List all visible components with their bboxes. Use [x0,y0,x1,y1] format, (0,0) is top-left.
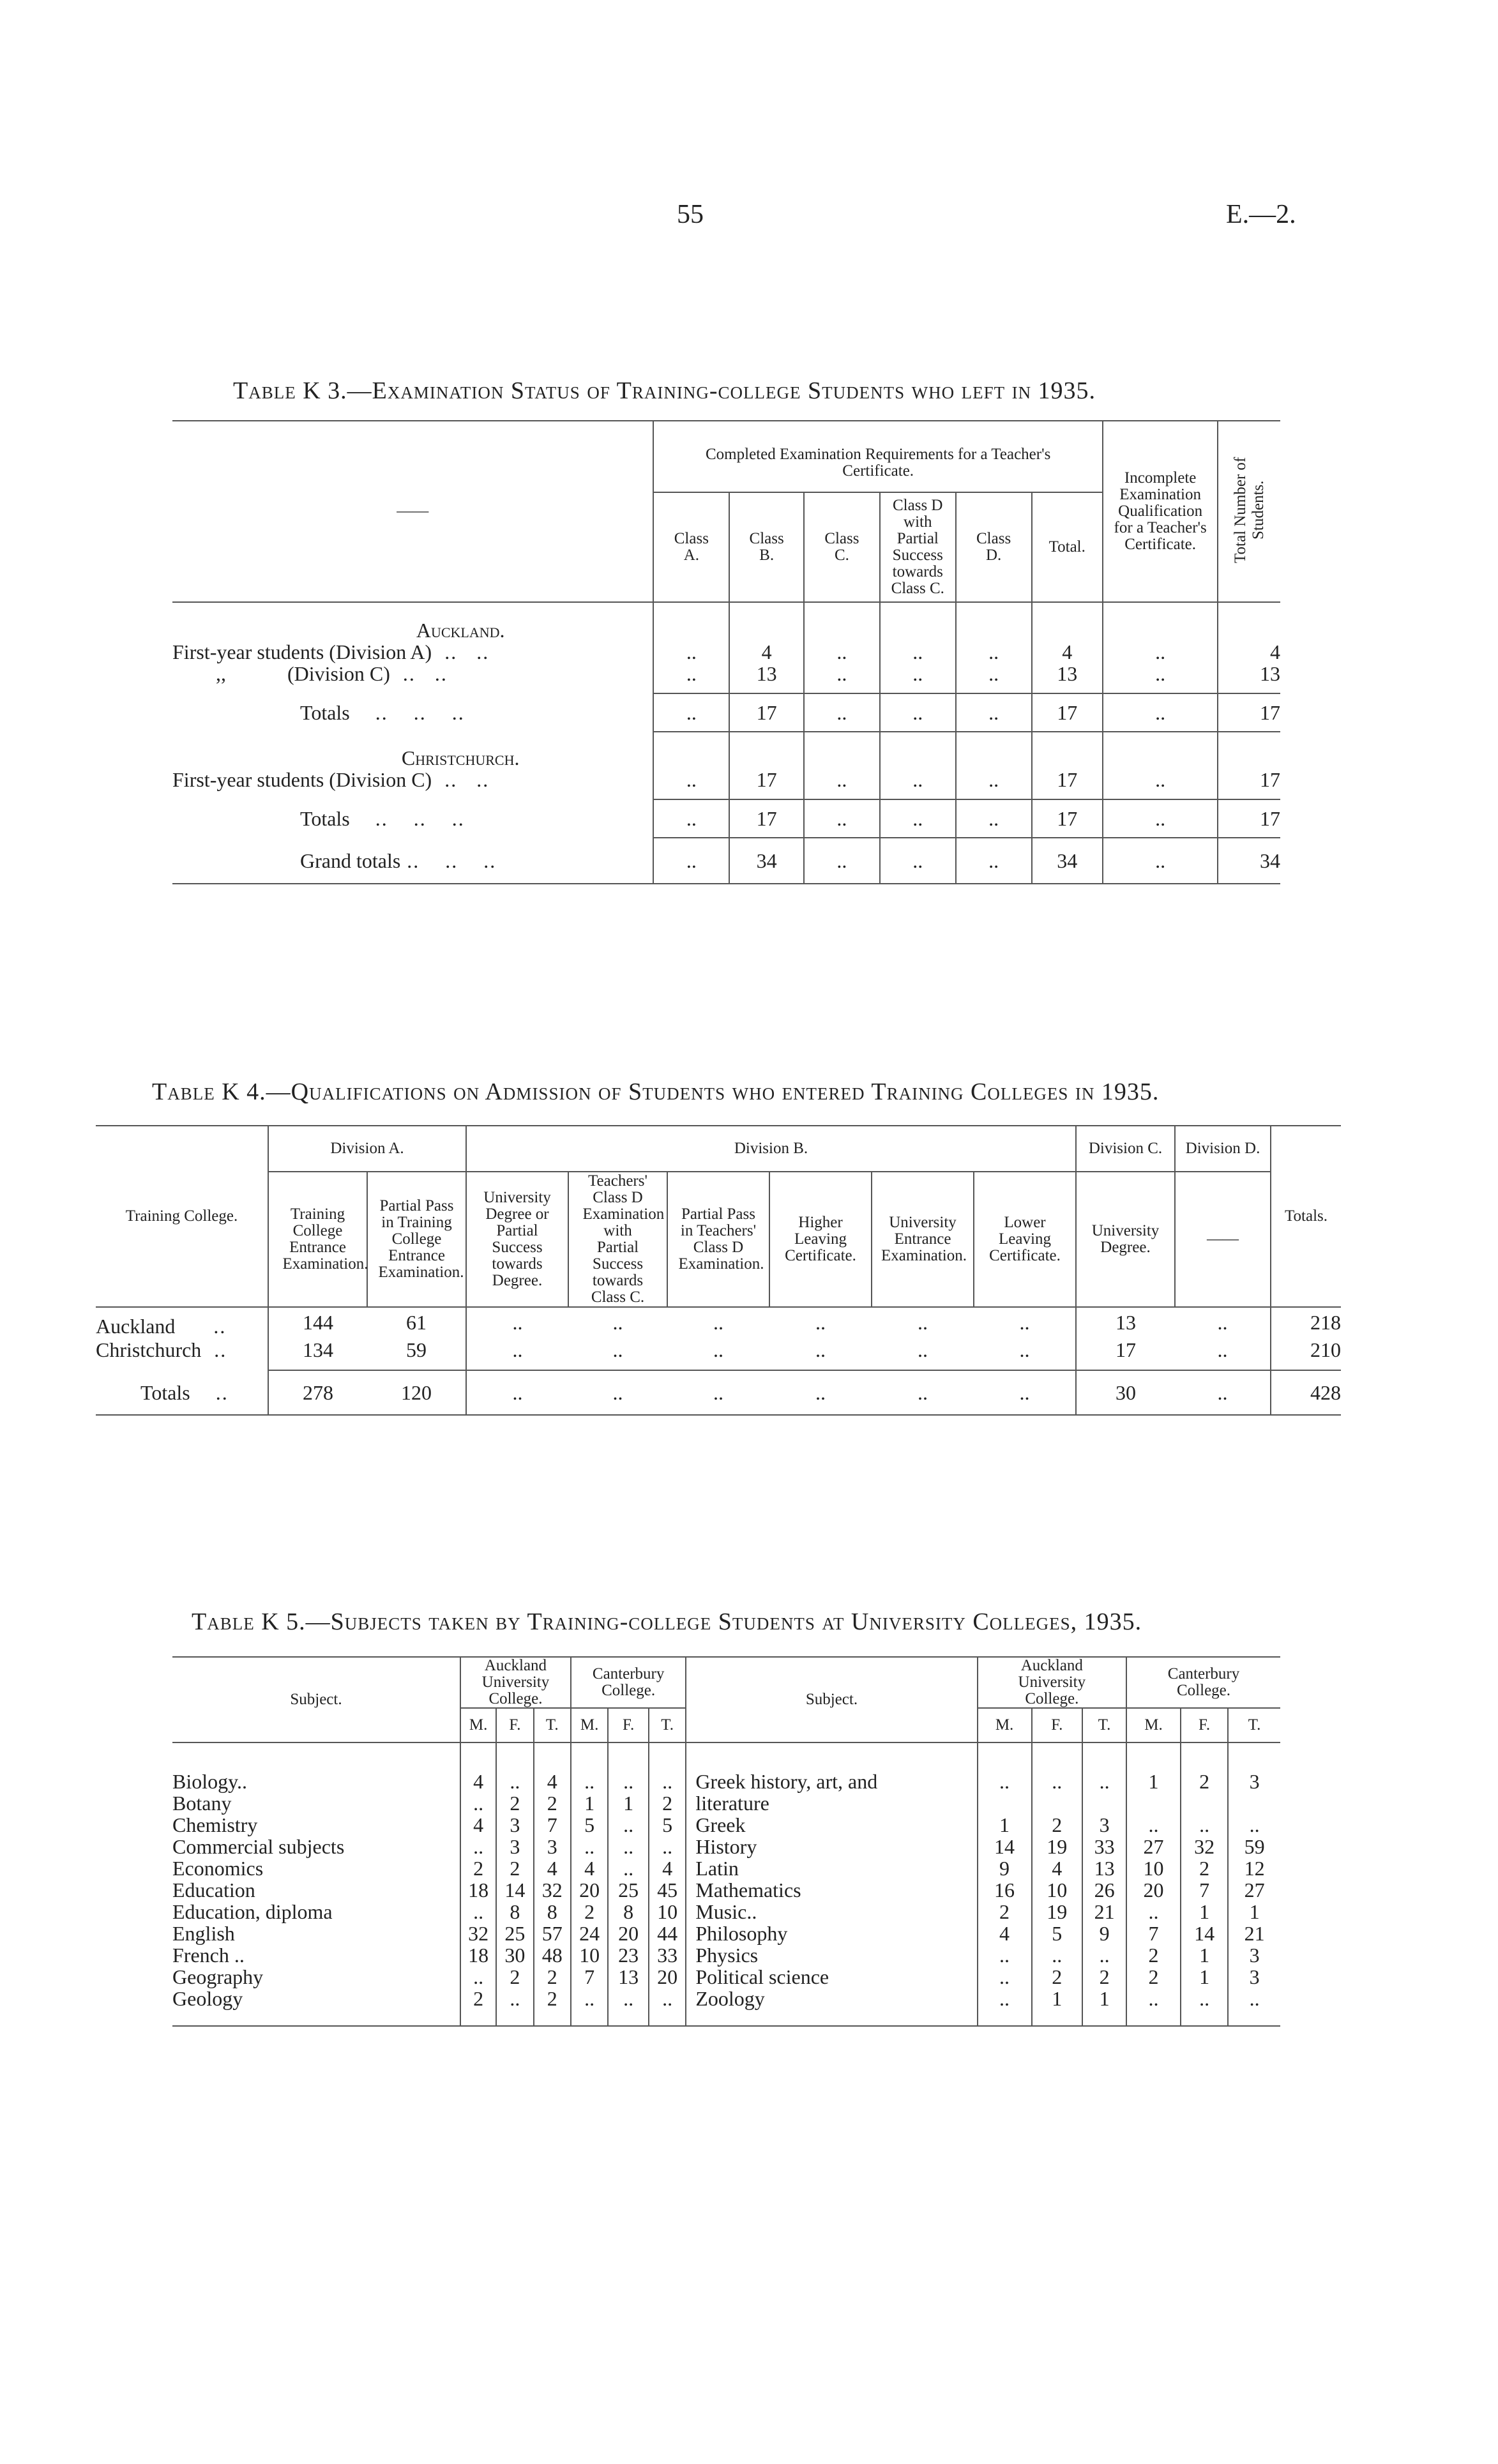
table-row [172,1814,1280,1836]
k5-cell: 10 [1032,1879,1083,1901]
k4-col-tce: Training College Entrance Examination. [268,1172,367,1307]
k5-cell: 14 [978,1836,1032,1857]
k5-cell: 5 [571,1814,608,1836]
k5-cell: 1 [608,1792,649,1814]
k5-subject-right: Greek history, art, and [686,1771,977,1792]
k5-cell: 13 [1082,1857,1126,1879]
k4-col-lower-leaving: Lower Leaving Certificate. [974,1172,1076,1307]
k5-subject-left: Biology.. [172,1770,248,1793]
k5-cell [1181,1792,1228,1814]
k5-cell: 4 [649,1857,686,1879]
k5-subject-left: English [172,1922,235,1945]
k5-cell: 14 [496,1879,533,1901]
k5-canterbury-header-left: Canterbury College. [571,1657,686,1708]
table-row: Auckland .. 144 61 .. .. .. .. .. .. 13 .. 218 [96,1307,1341,1337]
k5-cell: 23 [608,1944,649,1966]
k5-cell: 2 [496,1966,533,1988]
k5-cell: .. [978,1944,1032,1966]
k5-subject-left: Education, diploma [172,1900,333,1923]
k5-cell: 21 [1082,1901,1126,1923]
k5-cell: 8 [534,1901,571,1923]
k4-col-div-d-dash: —— [1175,1172,1271,1307]
k4-div-b: Division B. [466,1126,1076,1172]
k5-cell: 9 [978,1857,1032,1879]
k4-col-totals: Totals. [1271,1126,1341,1307]
table-row [172,1901,1280,1923]
k5-cell: 1 [1126,1771,1181,1792]
k5-cell: 59 [1228,1836,1280,1857]
k5-cell: 18 [460,1879,496,1901]
k5-cell: 21 [1228,1923,1280,1944]
k5-cell: 2 [534,1966,571,1988]
k5-cell: 4 [460,1814,496,1836]
k5-cell: 2 [460,1988,496,2009]
k3-col-class-c: Class C. [804,492,880,602]
table-row: Christchurch .. 134 59 .. .. .. .. .. .. 17 .. 210 [96,1338,1341,1361]
k5-cell: 2 [978,1901,1032,1923]
k5-cell: 5 [1032,1923,1083,1944]
k3-col-class-d: Class D. [956,492,1032,602]
k5-cell: .. [1032,1771,1083,1792]
table-row: First-year students (Division C) .. .. .. 17 .. .. .. 17 .. 17 [172,768,1280,791]
k5-cell: 8 [608,1901,649,1923]
k5-subject-header-right: Subject. [686,1657,977,1742]
k5-subject-right: Greek [686,1814,977,1836]
k5-cell: .. [978,1966,1032,1988]
table-row [172,1857,1280,1879]
k3-group-header: Completed Examination Requirements for a Teacher's Certificate. [653,421,1103,492]
k5-cell: 3 [496,1836,533,1857]
k5-cell: 18 [460,1944,496,1966]
k5-subject-left: Education [172,1878,255,1901]
k5-cell: 8 [496,1901,533,1923]
k5-cell [978,1792,1032,1814]
k4-col-higher-leaving: Higher Leaving Certificate. [769,1172,872,1307]
k5-cell: 12 [1228,1857,1280,1879]
table-k4-title: Table K 4.—Qualifications on Admission of Students who entered Training Colleges in 1935. [152,1078,1160,1105]
k5-subject-right: History [686,1836,977,1857]
k5-subject-right: Physics [686,1944,977,1966]
k4-div-c: Division C. [1076,1126,1175,1172]
k5-subject-right: Music.. [686,1901,977,1923]
k5-subject-right: Mathematics [686,1879,977,1901]
k5-cell: 2 [1082,1966,1126,1988]
k5-cell: 1 [1181,1944,1228,1966]
k5-cell: .. [1126,1814,1181,1836]
k5-subject-left: Economics [172,1857,264,1880]
k5-cell: 48 [534,1944,571,1966]
k5-cell: 2 [534,1792,571,1814]
table-row [172,1836,1280,1857]
k5-auckland-header-right: Auckland University College. [978,1657,1126,1708]
k5-cell: 1 [1082,1988,1126,2009]
k5-cell: 14 [1181,1923,1228,1944]
k4-col-training-college: Training College. [96,1126,268,1307]
k5-cell: 1 [1181,1901,1228,1923]
k5-cell: 2 [1181,1857,1228,1879]
k5-cell: 10 [1126,1857,1181,1879]
k4-col-div-c-university-degree: University Degree. [1076,1172,1175,1307]
k5-cell: .. [571,1771,608,1792]
k5-subject-left: French .. [172,1944,245,1967]
k5-cell: 20 [649,1966,686,1988]
k3-col-class-d-partial: Class D with Partial Success towards Class C. [880,492,956,602]
k5-cell: 2 [1032,1814,1083,1836]
k5-cell: 26 [1082,1879,1126,1901]
k5-subject-header-left: Subject. [172,1657,460,1742]
table-k3-title: Table K 3.—Examination Status of Training-college Students who left in 1935. [233,377,1096,404]
k5-cell: 3 [496,1814,533,1836]
k4-col-university-entrance: University Entrance Examination. [872,1172,974,1307]
k5-cell: 45 [649,1879,686,1901]
table-row: ,, (Division C) .. .. .. 13 .. .. .. 13 .. 13 [216,662,1280,685]
k3-incomplete-header: Incomplete Examination Qualification for a Teacher's Certificate. [1103,421,1218,602]
k5-cell: 7 [571,1966,608,1988]
k5-cell: 9 [1082,1923,1126,1944]
k5-cell [1228,1792,1280,1814]
k5-cell: .. [649,1771,686,1792]
k3-col-class-b: Class B. [729,492,804,602]
k5-cell: 4 [534,1771,571,1792]
k5-cell: 33 [649,1944,686,1966]
k5-subject-right: Zoology [686,1988,977,2009]
page-number: 55 [677,200,704,229]
k5-cell: 4 [571,1857,608,1879]
page-reference: E.—2. [1226,200,1296,229]
k5-subject-left: Chemistry [172,1813,258,1836]
k5-cell: 30 [496,1944,533,1966]
k5-cell: 33 [1082,1836,1126,1857]
k5-subject-right: literature [686,1792,977,1814]
k3-total-students-header: Total Number of Students. [1218,421,1280,602]
table-row [172,1879,1280,1901]
k5-cell: 25 [496,1923,533,1944]
k3-col-total: Total. [1032,492,1103,602]
k5-cell: .. [608,1814,649,1836]
k5-cell: 1 [1228,1901,1280,1923]
k5-cell: 2 [1126,1944,1181,1966]
k5-cell: 1 [978,1814,1032,1836]
k5-cell: 32 [1181,1836,1228,1857]
k5-cell: 5 [649,1814,686,1836]
k5-cell: 24 [571,1923,608,1944]
k5-cell: 3 [1228,1771,1280,1792]
k5-cell: 19 [1032,1901,1083,1923]
table-row [172,1771,1280,1792]
k5-cell: .. [1032,1944,1083,1966]
k4-div-a: Division A. [268,1126,466,1172]
table-row: Totals .. .. .. .. 17 .. .. .. 17 .. 17 [172,799,1280,838]
k5-cell: 10 [649,1901,686,1923]
k5-cell: 13 [608,1966,649,1988]
k5-cell: .. [571,1836,608,1857]
table-row: Totals .. .. .. .. 17 .. .. .. 17 .. 17 [172,693,1280,732]
k5-cell: .. [1181,1988,1228,2009]
k5-cell: 2 [1032,1966,1083,1988]
k5-cell: .. [1082,1944,1126,1966]
k5-cell: 57 [534,1923,571,1944]
k3-section-heading: Christchurch. [401,746,520,769]
k5-cell: .. [1126,1901,1181,1923]
k5-cell: .. [496,1988,533,2009]
k5-cell: 7 [534,1814,571,1836]
k5-subject-left: Commercial subjects [172,1835,345,1858]
k5-cell: 20 [571,1879,608,1901]
k4-col-partial-class-d: Partial Pass in Teachers' Class D Examination. [667,1172,769,1307]
k5-cell: 1 [571,1792,608,1814]
k4-col-university-degree-partial: University Degree or Partial Success towards Degree. [466,1172,568,1307]
table-row [172,1792,1280,1814]
k3-stub-header: —— [172,421,653,602]
k5-cell: 3 [1082,1814,1126,1836]
k5-cell: 3 [1228,1966,1280,1988]
table-row [172,1944,1280,1966]
k5-cell: 7 [1181,1879,1228,1901]
table-row [172,1988,1280,2009]
k3-col-class-a: Class A. [653,492,729,602]
k5-cell: .. [460,1966,496,1988]
k5-cell: 1 [1181,1966,1228,1988]
k5-cell: .. [460,1792,496,1814]
k5-subject-left: Geology [172,1987,243,2010]
k5-cell: 4 [1032,1857,1083,1879]
k5-cell: 7 [1126,1923,1181,1944]
k5-cell: .. [608,1988,649,2009]
table-k3 [172,420,1280,884]
k5-cell: .. [649,1988,686,2009]
k5-cell: 16 [978,1879,1032,1901]
table-row: First-year students (Division A) .. .. .. 4 .. .. .. 4 .. 4 [172,640,1280,663]
k5-canterbury-header-right: Canterbury College. [1126,1657,1280,1708]
k5-cell: .. [649,1836,686,1857]
k5-cell: 4 [534,1857,571,1879]
k5-cell: 27 [1126,1836,1181,1857]
k5-cell: 3 [1228,1944,1280,1966]
k5-cell: 10 [571,1944,608,1966]
k5-cell: .. [1228,1988,1280,2009]
k5-cell: 1 [1032,1988,1083,2009]
k5-cell: 4 [978,1923,1032,1944]
k5-cell: 32 [460,1923,496,1944]
table-row: Totals .. 278 120 .. .. .. .. .. .. 30 .. 428 [96,1370,1341,1415]
k5-subject-right: Political science [686,1966,977,1988]
k5-cell: .. [571,1988,608,2009]
k5-cell: 2 [1181,1771,1228,1792]
k5-cell: .. [460,1901,496,1923]
table-k5: Subject. Auckland University College. Canterbury College. Subject. Auckland University College. Canterbury College. M. F. T. M. F. T. M. F. T. M. F. T. Biology.. 4 .. 4 .. .. .. Greek history, art, and .. .. .. 1 2 3 Botany .. 2 2 1 1 2 literature Chemistry 4 3 7 5 .. 5 Greek 1 2 3 .. .. .. Commercial subjects .. 3 3 .. .. .. History 14 19 33 27 32 59 Economics 2 2 4 4 .. 4 Latin 9 4 13 10 2 12 Education 18 14 32 20 25 45 Mathematics 16 10 26 20 7 27 Education, diploma .. 8 8 2 8 10 Music.. 2 19 21 .. 1 1 English 32 25 57 24 20 44 Philosophy 4 5 9 7 14 21 French .. 18 30 48 10 23 33 Physics .. .. .. 2 1 3 Geography .. 2 2 7 13 20 Political science .. 2 2 2 1 3 Geology 2 .. 2 .. .. .. Zoology .. 1 1 .. .. .. [172,1656,1280,2027]
k5-cell: .. [1228,1814,1280,1836]
k5-cell: .. [1082,1771,1126,1792]
k5-cell: 2 [496,1792,533,1814]
table-row: Grand totals .. .. .. .. 34 .. .. .. 34 .. 34 [172,838,1280,884]
k5-cell [1126,1792,1181,1814]
k5-cell: .. [608,1836,649,1857]
k5-cell: 2 [1126,1966,1181,1988]
table-k5-title: Table K 5.—Subjects taken by Training-college Students at University Colleges, 1935. [192,1608,1142,1635]
table-row [172,1966,1280,1988]
k5-subject-right: Philosophy [686,1923,977,1944]
table-k4 [96,1125,1341,1416]
k5-cell: 2 [460,1857,496,1879]
k5-cell: 2 [649,1792,686,1814]
k4-div-d: Division D. [1175,1126,1271,1172]
k5-cell: 19 [1032,1836,1083,1857]
k4-col-class-d-partial: Teachers' Class D Examination with Partial Success towards Class C. [568,1172,667,1307]
k5-cell [1032,1792,1083,1814]
k5-cell: .. [460,1836,496,1857]
k5-cell: 2 [496,1857,533,1879]
k5-cell: 20 [608,1923,649,1944]
k5-subject-right: Latin [686,1857,977,1879]
k5-cell: .. [978,1771,1032,1792]
k5-cell: .. [1126,1988,1181,2009]
k4-col-partial-tce: Partial Pass in Training College Entrance Examination. [367,1172,466,1307]
k5-cell: .. [608,1857,649,1879]
k5-cell: 3 [534,1836,571,1857]
k5-cell: .. [1181,1814,1228,1836]
k5-cell: .. [608,1771,649,1792]
table-row [172,1923,1280,1944]
k5-cell: 2 [571,1901,608,1923]
k5-cell: 32 [534,1879,571,1901]
k5-subject-left: Geography [172,1965,264,1988]
k5-cell: .. [496,1771,533,1792]
k5-cell: .. [978,1988,1032,2009]
k5-cell: 4 [460,1771,496,1792]
k5-cell: 20 [1126,1879,1181,1901]
k5-subject-left: Botany [172,1792,232,1815]
k5-cell [1082,1792,1126,1814]
k3-section-heading: Auckland. [416,619,505,642]
k5-cell: 44 [649,1923,686,1944]
k5-cell: 27 [1228,1879,1280,1901]
k5-cell: 2 [534,1988,571,2009]
k5-auckland-header-left: Auckland University College. [460,1657,571,1708]
k5-cell: 25 [608,1879,649,1901]
